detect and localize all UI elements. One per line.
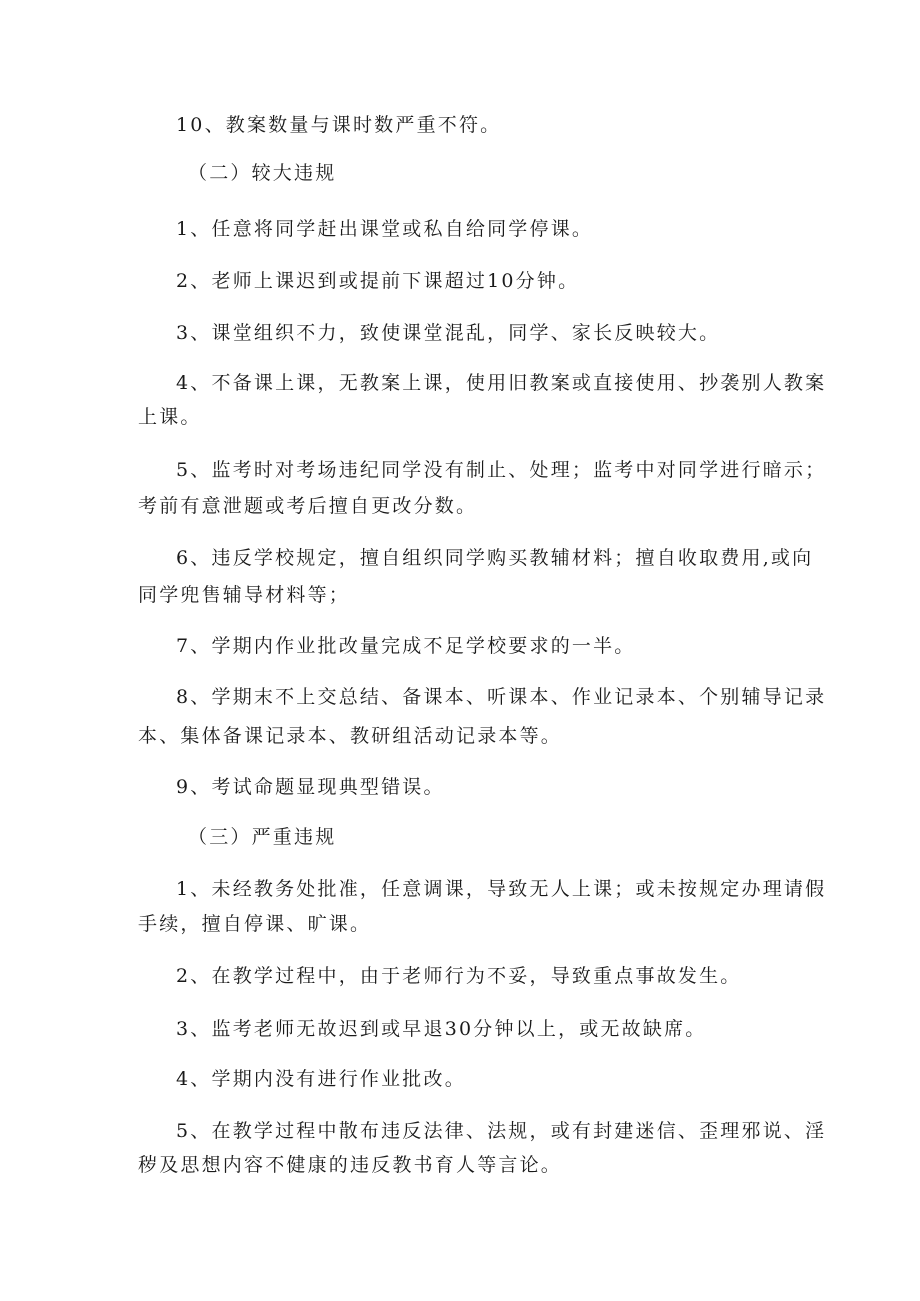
major-item-8-line-1: 8、学期末不上交总结、备课本、听课本、作业记录本、个别辅导记录	[176, 686, 827, 708]
major-item-6-line-2: 同学兜售辅导材料等；	[138, 584, 351, 606]
major-item-5-line-1: 5、监考时对考场违纪同学没有制止、处理；监考中对同学进行暗示；	[176, 459, 827, 481]
item-10-line-1: 10、教案数量与课时数严重不符。	[176, 114, 502, 136]
major-item-3-line-1: 3、课堂组织不力，致使课堂混乱，同学、家长反映较大。	[176, 322, 721, 344]
major-item-1-line-1: 1、任意将同学赶出课堂或私自给同学停课。	[176, 218, 594, 240]
serious-item-1-line-1: 1、未经教务处批准，任意调课，导致无人上课；或未按规定办理请假	[176, 878, 827, 900]
major-item-9-line-1: 9、考试命题显现典型错误。	[176, 776, 445, 798]
serious-item-3-line-1: 3、监考老师无故迟到或早退30分钟以上，或无故缺席。	[176, 1018, 707, 1040]
major-item-7-line-1: 7、学期内作业批改量完成不足学校要求的一半。	[176, 635, 636, 657]
serious-item-1-line-2: 手续，擅自停课、旷课。	[138, 913, 372, 935]
section-heading-serious: （三）严重违规	[188, 826, 337, 848]
major-item-4-line-1: 4、不备课上课，无教案上课，使用旧教案或直接使用、抄袭别人教案	[176, 372, 827, 394]
major-item-6-line-1: 6、违反学校规定，擅自组织同学购买教辅材料；擅自收取费用,或向	[176, 547, 814, 569]
serious-item-2-line-1: 2、在教学过程中，由于老师行为不妥，导致重点事故发生。	[176, 965, 742, 987]
major-item-4-line-2: 上课。	[138, 406, 202, 428]
serious-item-5-line-2: 秽及思想内容不健康的违反教书育人等言论。	[138, 1154, 563, 1176]
serious-item-5-line-1: 5、在教学过程中散布违反法律、法规，或有封建迷信、歪理邪说、淫	[176, 1120, 827, 1142]
major-item-2-line-1: 2、老师上课迟到或提前下课超过10分钟。	[176, 270, 580, 292]
serious-item-4-line-1: 4、学期内没有进行作业批改。	[176, 1068, 466, 1090]
major-item-8-line-2: 本、集体备课记录本、教研组活动记录本等。	[138, 725, 563, 747]
section-heading-major: （二）较大违规	[188, 162, 337, 184]
major-item-5-line-2: 考前有意泄题或考后擅自更改分数。	[138, 495, 478, 517]
